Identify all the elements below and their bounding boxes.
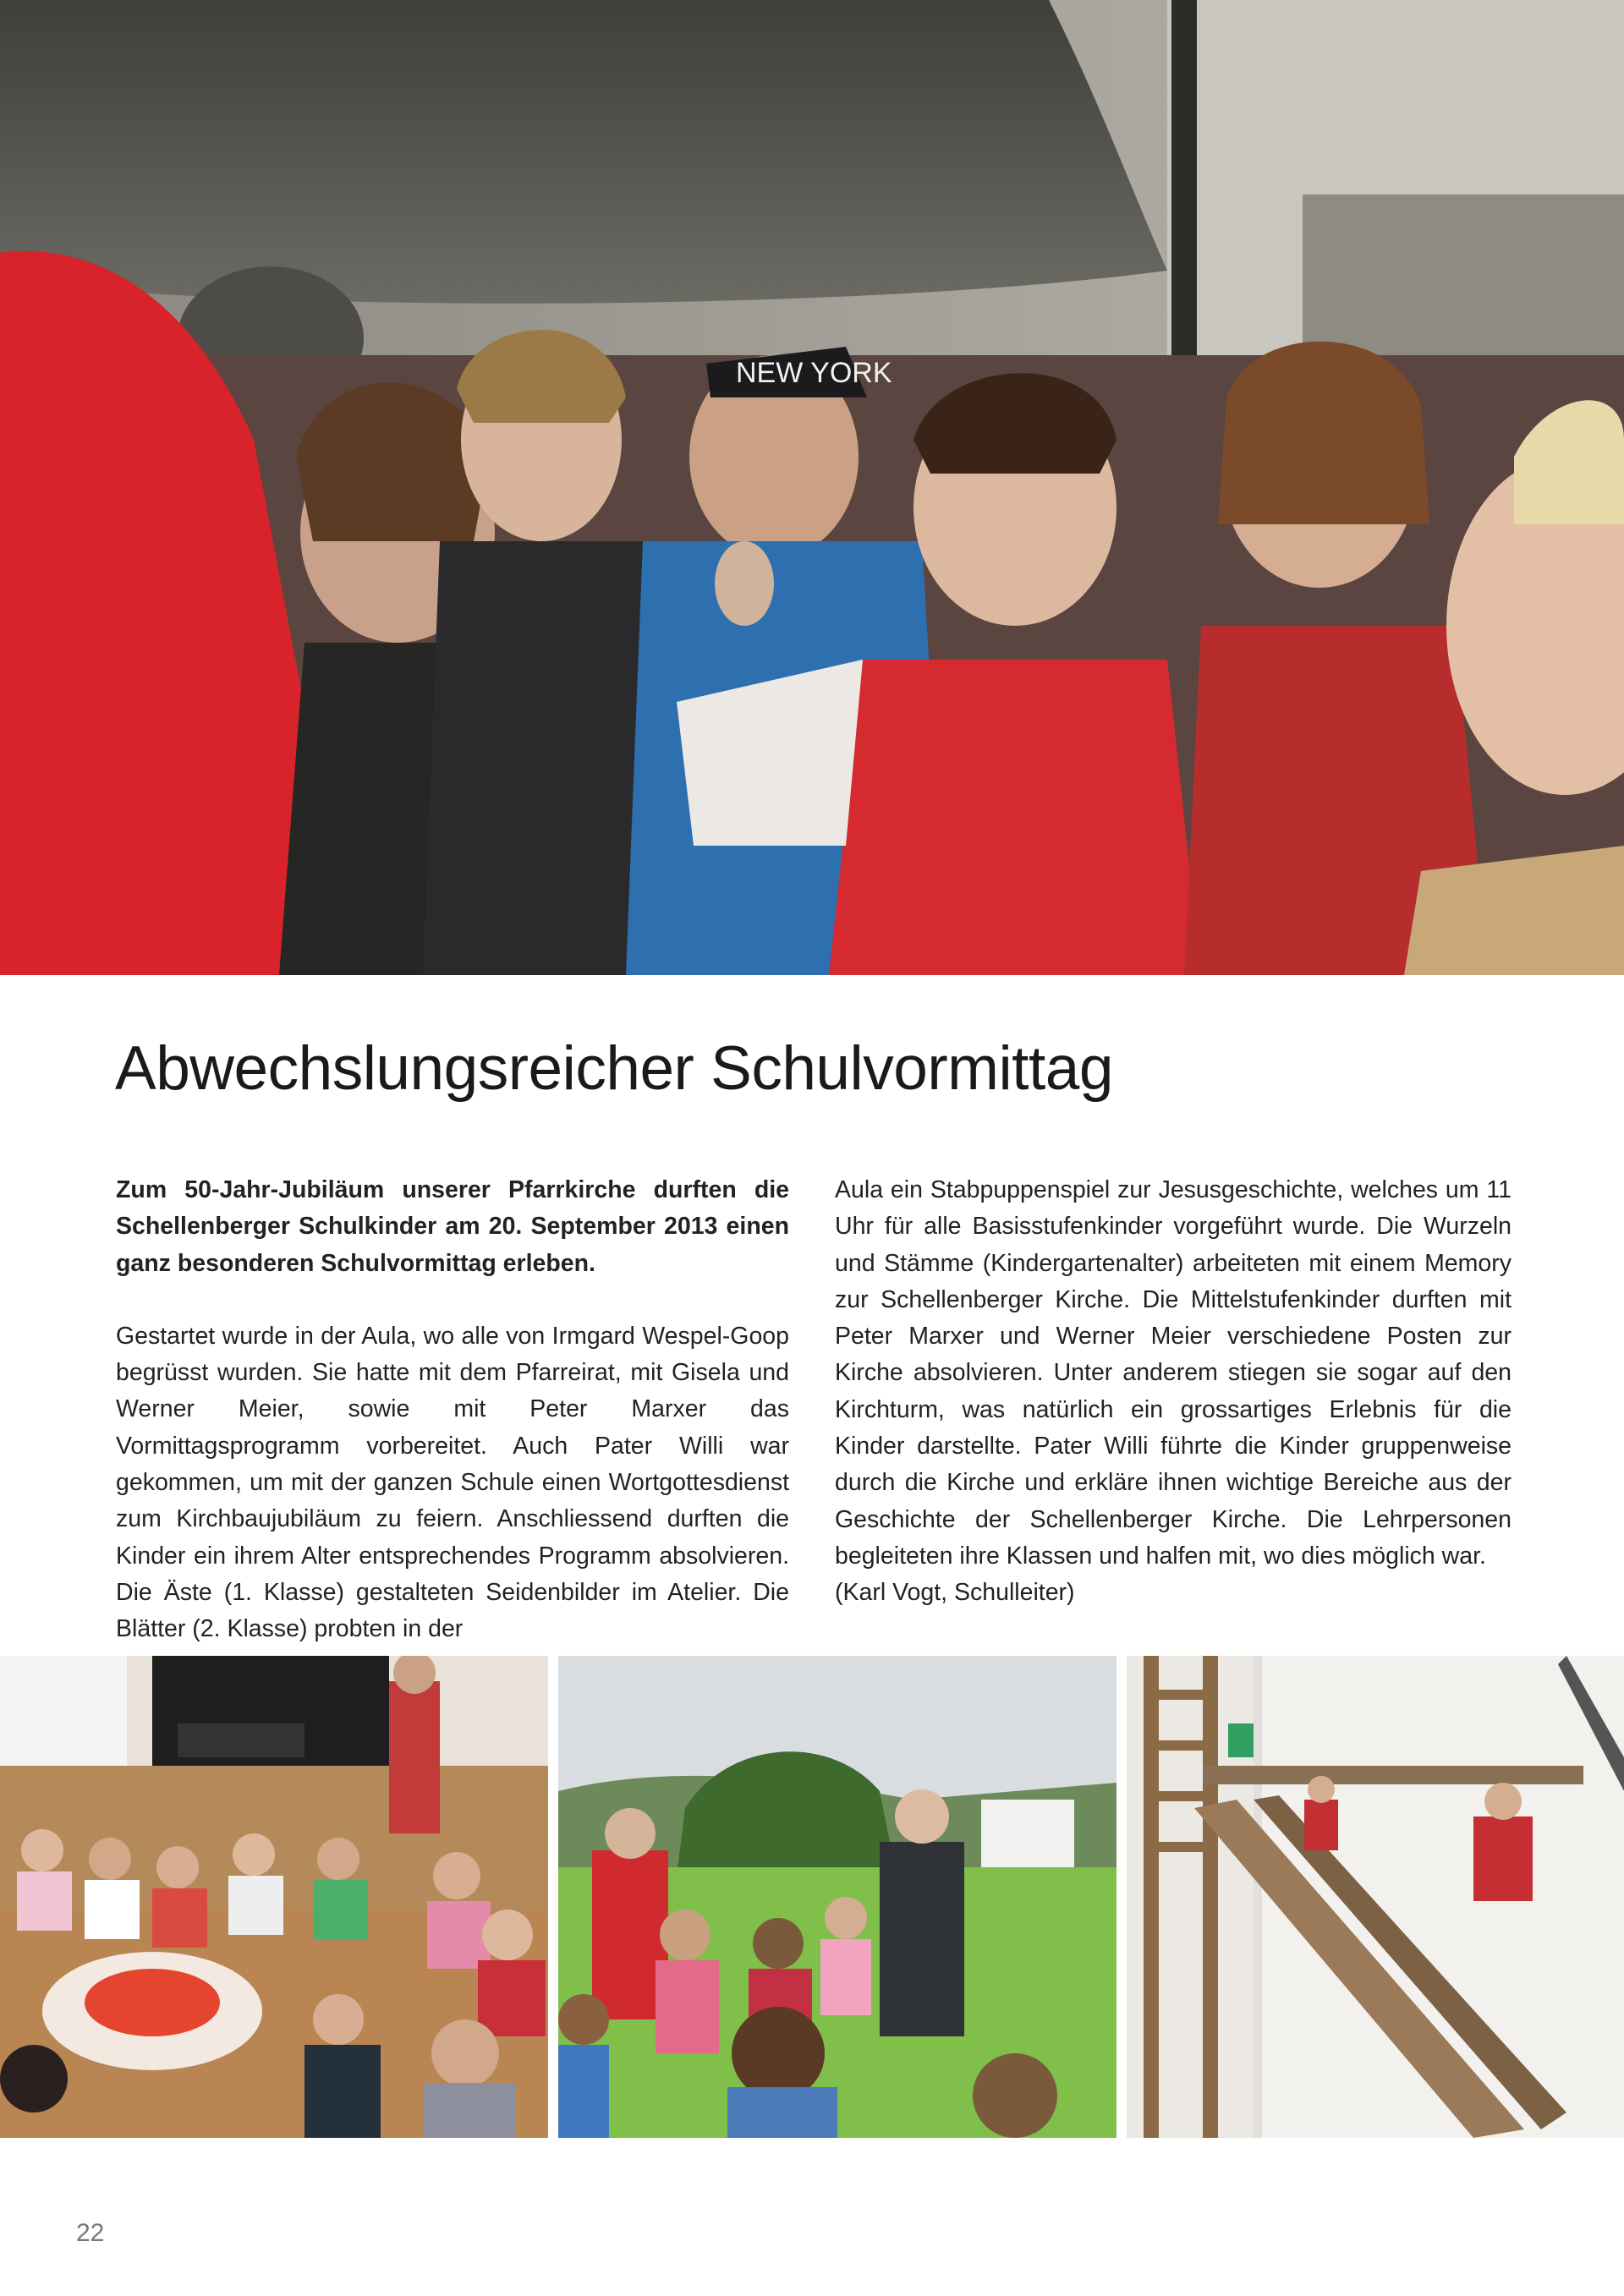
photo-aula-children (0, 1656, 548, 2138)
page-number: 22 (76, 2219, 105, 2247)
article-signature: (Karl Vogt, Schulleiter) (835, 1579, 1075, 1607)
article-lead: Zum 50-Jahr-Jubiläum unserer Pfarrkirche durften die Schellenberger Schulkinder am 20. September 2013 einen ganz besonderen Schulvormittag erleben. (116, 1176, 789, 1277)
photo-meadow-group (558, 1656, 1116, 2138)
cap-lettering: NEW YORK (736, 357, 892, 389)
article-title: Abwechslungsreicher Schulvormittag (115, 1034, 1113, 1103)
article-body-left: Gestartet wurde in der Aula, wo alle von Irmgard Wespel-Goop begrüsst wurden. Sie hatte mit dem Pfarreirat, mit Gisela und Werner Meier, sowie mit Peter Marxer das Vormittagsprogramm vorbereitet. Auch Pater Willi war gekommen, um mit der ganzen Schule einen Wortgottesdienst zum Kirchbaujubiläum zu feiern. Anschliessend durften die Kinder ein ihrem Alter entsprechendes Programm absolvieren. Die Äste (1. Klasse) gestalteten Seidenbilder im Atelier. Die Blätter (2. Klasse) probten in der (116, 1322, 789, 1643)
photo-tower-staircase (1127, 1656, 1624, 2138)
article-column-right (835, 1172, 1512, 1612)
article-column-left (116, 1172, 789, 1648)
article-body-right: Aula ein Stabpuppenspiel zur Jesusgeschichte, welches um 11 Uhr für alle Basisstufenkinder vorgeführt wurde. Die Wurzeln und Stämme (Kindergartenalter) arbeiteten mit einem Memory zur Schellenberger Kirche. Die Mittelstufenkinder durften mit Peter Marxer und Werner Meier verschiedene Posten zur Kirche absolvieren. Unter anderem stiegen sie sogar auf den Kirchturm, was natürlich ein grossartiges Erlebnis für die Kinder darstellte. Pater Willi führte die Kinder gruppenweise durch die Kirche und erkläre ihnen wichtige Bereiche aus der Geschichte der Schellenberger Kirche. Die Lehrpersonen begleiteten ihre Klassen und halfen mit, wo dies möglich war. (835, 1176, 1512, 1570)
hero-photo-bell-children (0, 0, 1624, 975)
